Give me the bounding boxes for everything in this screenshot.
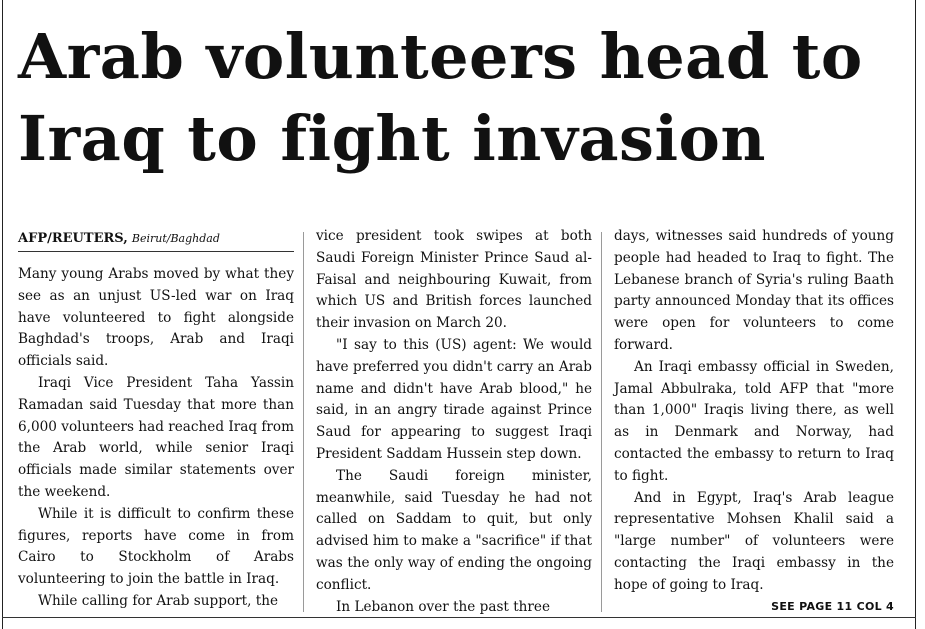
article-column-2 bbox=[316, 226, 592, 618]
paragraph: Iraqi Vice President Taha Yassin Ramadan said Tuesday that more than 6,000 volunteers had reached Iraq from the Arab world, while senior Iraqi officials made similar statements over the weekend. bbox=[18, 374, 294, 500]
paragraph: days, witnesses said hundreds of young people had headed to Iraq to fight. The Lebanese branch of Syria's ruling Baath party announced Monday that its offices were open for volunteers to come forward. bbox=[614, 228, 894, 353]
paragraph: The Saudi foreign minister, meanwhile, said Tuesday he had not called on Saddam to quit, but only advised him to make a "sacrifice" if that was the only way of ending the ongoing conflict. bbox=[316, 467, 592, 593]
bottom-rule bbox=[2, 617, 916, 618]
column-divider bbox=[601, 232, 602, 612]
headline: Arab volunteers head to Iraq to fight invasion bbox=[18, 20, 863, 175]
byline-place: Beirut/Baghdad bbox=[131, 232, 220, 245]
paragraph: In Lebanon over the past three bbox=[336, 598, 551, 615]
paragraph: While calling for Arab support, the bbox=[38, 592, 278, 609]
article-column-1 bbox=[18, 226, 294, 613]
page-border-right bbox=[915, 0, 916, 629]
paragraph: While it is difficult to confirm these figures, reports have come in from Cairo to Stockholm of Arabs volunteering to join the battle in Iraq. bbox=[18, 505, 294, 588]
byline bbox=[18, 228, 294, 252]
page-border-left bbox=[2, 0, 3, 629]
paragraph: Many young Arabs moved by what they see as an unjust US-led war on Iraq have volunteered to fight alongside Baghdad's troops, Arab and Iraqi officials said. bbox=[18, 266, 294, 370]
article-column-3 bbox=[614, 226, 894, 613]
byline-agency: AFP/REUTERS, bbox=[18, 231, 128, 246]
paragraph: And in Egypt, Iraq's Arab league representative Mohsen Khalil said a "large number" of volunteers were contacting the Iraqi embassy in the hope of going to Iraq. bbox=[614, 489, 894, 593]
column-divider bbox=[303, 232, 304, 612]
continuation-jump-line: SEE PAGE 11 COL 4 bbox=[771, 599, 894, 613]
paragraph: vice president took swipes at both Saudi Foreign Minister Prince Saud al-Faisal and neighbouring Kuwait, from which US and British forces launched their invasion on March 20. bbox=[316, 228, 592, 332]
paragraph: "I say to this (US) agent: We would have preferred you didn't carry an Arab name and didn't have Arab blood," he said, in an angry tirade against Prince Saud for appearing to suggest Iraqi President Saddam Hussein step down. bbox=[316, 336, 592, 462]
paragraph: An Iraqi embassy official in Sweden, Jamal Abbulraka, told AFP that "more than 1,000" Iraqis living there, as well as in Denmark and Norway, had contacted the embassy to return to Iraq to fight. bbox=[614, 358, 894, 484]
